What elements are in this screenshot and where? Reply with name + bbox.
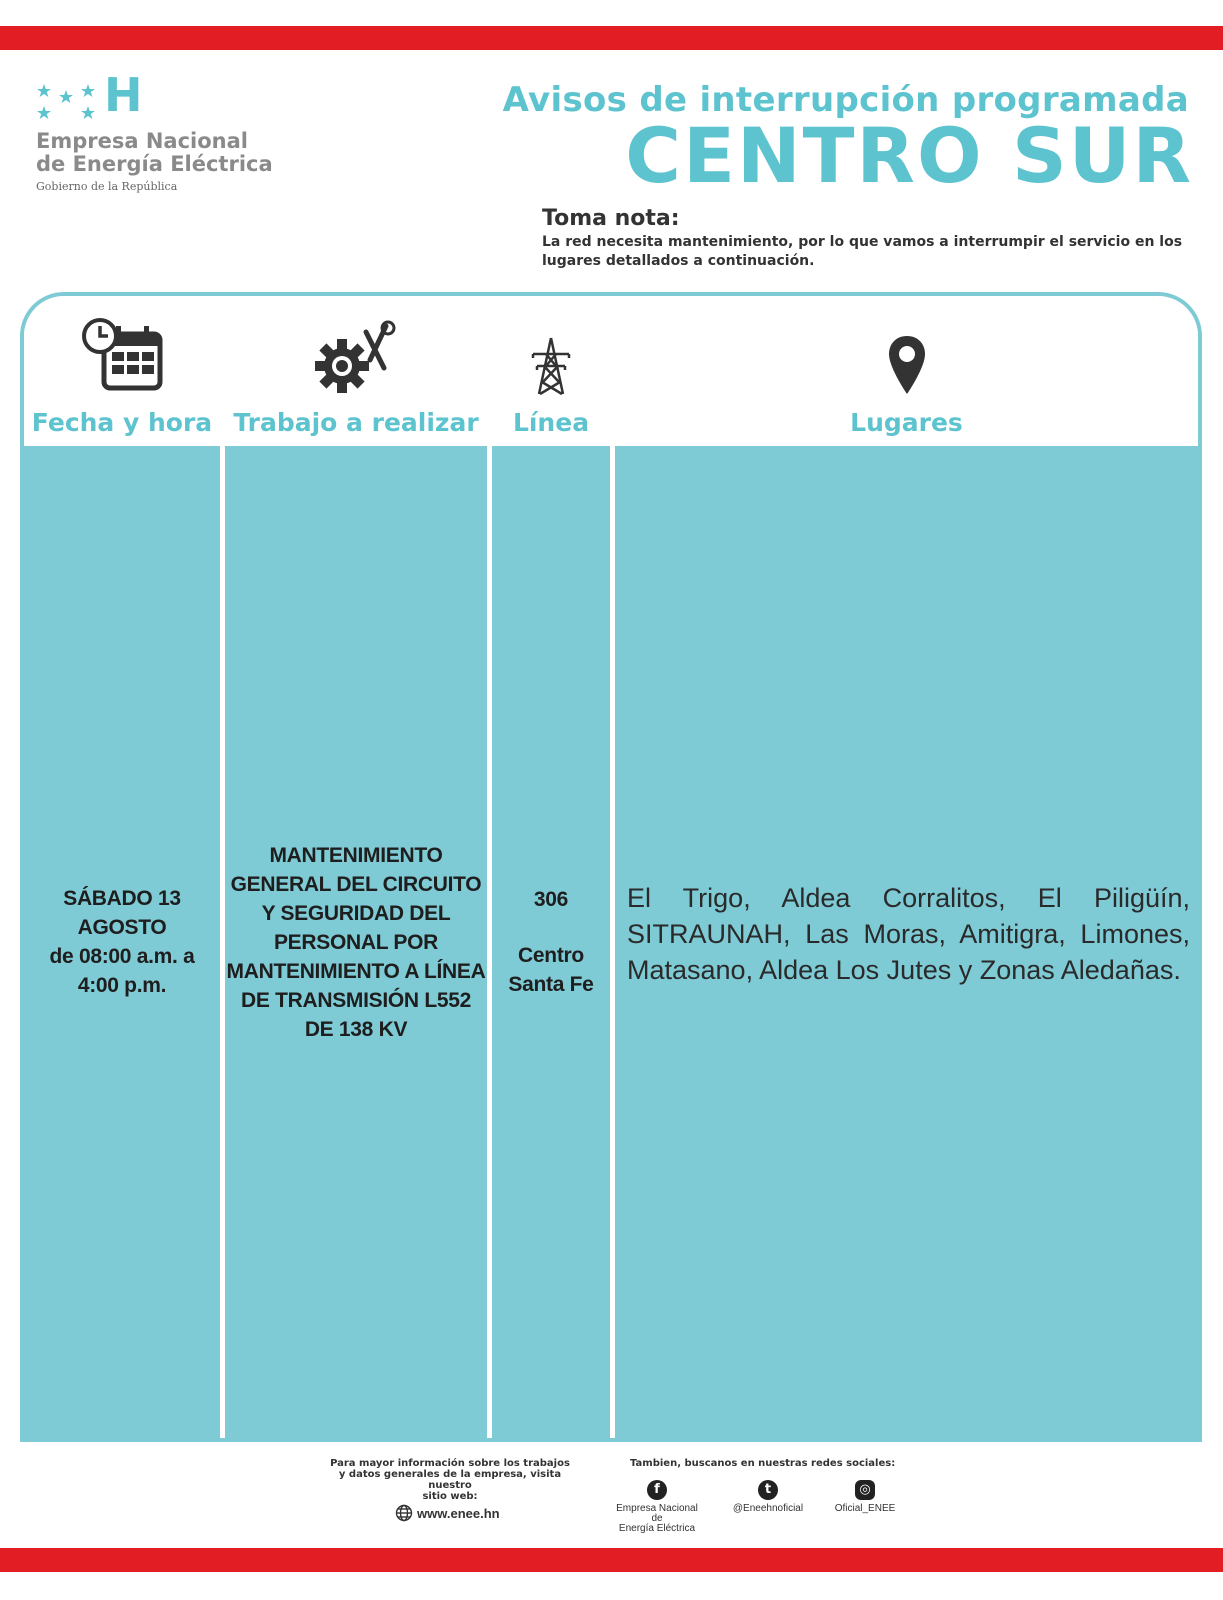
- line-header: [492, 296, 610, 446]
- company-name: Empresa Nacional de Energía Eléctrica: [36, 129, 273, 176]
- outage-table: [20, 292, 1202, 1442]
- note-title: Toma nota:: [542, 206, 680, 231]
- line-text: 306 Centro Santa Fe: [508, 888, 594, 996]
- work-header: [225, 296, 487, 446]
- places-text: El Trigo, Aldea Corralitos, El Piligüín, SITRAUNAH, Las Moras, Amitigra, Limones, Matasano, Aldea Los Jutes y Zonas Aledañas.: [627, 883, 1190, 985]
- logo-letter: H: [104, 68, 143, 122]
- note-body: La red necesita mantenimiento, por lo que vamos a interrumpir el servicio en los lugares detallados a continuación.: [542, 234, 1183, 269]
- line-header-label: Línea: [512, 408, 590, 437]
- facebook-icon[interactable]: f: [647, 1480, 667, 1500]
- places-cell: [615, 446, 1198, 1438]
- website-text[interactable]: www.enee.hn: [417, 1505, 500, 1521]
- instagram-link[interactable]: ◎ Oficial_ENEE: [834, 1482, 896, 1514]
- power-tower-icon: [529, 336, 573, 396]
- line-cell: [492, 446, 610, 1438]
- page-subtitle: Avisos de interrupción programada: [502, 80, 1189, 120]
- date-column: [24, 296, 220, 1438]
- instagram-icon[interactable]: ◎: [855, 1480, 875, 1500]
- calendar-clock-icon: [80, 318, 164, 392]
- twitter-icon[interactable]: t: [758, 1480, 778, 1500]
- gear-wrench-icon: [314, 320, 398, 394]
- note-block: [542, 206, 1192, 271]
- line-column: [492, 296, 610, 1438]
- top-red-bar: [0, 26, 1223, 50]
- places-header: [615, 296, 1198, 446]
- work-text: MANTENIMIENTO GENERAL DEL CIRCUITO Y SEGURIDAD DEL PERSONAL POR MANTENIMIENTO A LÍNEA DE TRANSMISIÓN L552 DE 138 KV: [226, 843, 486, 1041]
- globe-icon: [395, 1504, 413, 1522]
- website-link[interactable]: [395, 1504, 500, 1522]
- location-pin-icon: [887, 334, 927, 396]
- date-header: [24, 296, 220, 446]
- places-column: [615, 296, 1198, 1438]
- bottom-red-bar: [0, 1548, 1223, 1572]
- date-cell: [24, 446, 220, 1438]
- government-label: Gobierno de la República: [36, 180, 178, 193]
- social-title: Tambien, buscanos en nuestras redes sociales:: [630, 1458, 896, 1469]
- date-header-label: Fecha y hora: [31, 408, 213, 437]
- places-header-label: Lugares: [850, 408, 963, 437]
- twitter-link[interactable]: t @Eneehnoficial: [732, 1482, 804, 1514]
- facebook-link[interactable]: f Empresa Nacional de Energía Eléctrica: [616, 1482, 698, 1534]
- footer-info: Para mayor información sobre los trabajos y datos generales de la empresa, visita nuestro sitio web:: [330, 1458, 570, 1502]
- work-cell: [225, 446, 487, 1438]
- work-header-label: Trabajo a realizar: [233, 408, 479, 437]
- star-icon: [36, 82, 100, 122]
- date-text: SÁBADO 13 AGOSTO de 08:00 a.m. a 4:00 p.m.: [49, 887, 195, 997]
- work-column: [225, 296, 487, 1438]
- page-title: CENTRO SUR: [625, 111, 1193, 200]
